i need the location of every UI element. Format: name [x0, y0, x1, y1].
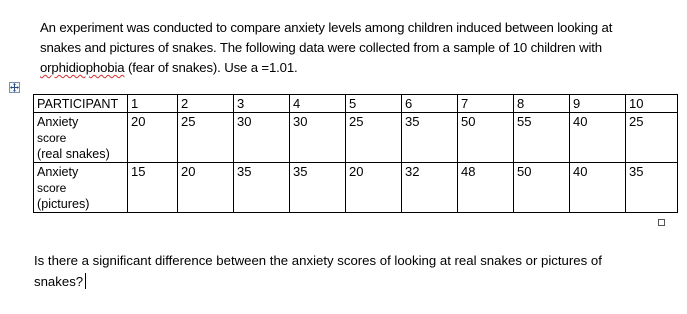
data-table[interactable] [33, 94, 678, 213]
header-row [34, 95, 678, 113]
row-label-line: score [37, 131, 67, 145]
value-cell[interactable]: 35 [290, 163, 346, 213]
participant-cell[interactable]: 7 [458, 95, 514, 113]
value-cell[interactable]: 30 [234, 113, 290, 163]
value-cell[interactable]: 20 [178, 163, 234, 213]
problem-paragraph [40, 18, 680, 78]
participant-cell[interactable]: 6 [402, 95, 458, 113]
row-label-line: Anxiety [37, 165, 79, 179]
participant-cell[interactable]: 9 [570, 95, 626, 113]
move-cross-icon [10, 83, 19, 92]
value-cell[interactable]: 20 [128, 113, 178, 163]
value-cell[interactable]: 25 [178, 113, 234, 163]
header-label-cell[interactable]: PARTICIPANT [34, 95, 128, 113]
value-cell[interactable]: 48 [458, 163, 514, 213]
participant-cell[interactable]: 4 [290, 95, 346, 113]
real-snakes-label-cell[interactable] [34, 113, 128, 163]
value-cell[interactable]: 50 [514, 163, 570, 213]
participant-cell[interactable]: 8 [514, 95, 570, 113]
row-label-line: Anxiety [37, 115, 79, 129]
value-cell[interactable]: 25 [346, 113, 402, 163]
real-snakes-row [34, 113, 678, 163]
intro-line-3 [40, 58, 680, 78]
pictures-row [34, 163, 678, 213]
intro-line-2: snakes and pictures of snakes. The following data were collected from a sample of 10 children with [40, 40, 602, 55]
text-caret-icon [85, 273, 86, 289]
participant-cell[interactable]: 3 [234, 95, 290, 113]
value-cell[interactable]: 50 [458, 113, 514, 163]
participant-cell[interactable]: 10 [626, 95, 678, 113]
value-cell[interactable]: 15 [128, 163, 178, 213]
value-cell[interactable]: 20 [346, 163, 402, 213]
question-paragraph [34, 250, 679, 292]
table-move-handle-icon[interactable] [9, 82, 20, 93]
table-resize-handle-icon[interactable] [658, 219, 665, 226]
value-cell[interactable]: 25 [626, 113, 678, 163]
value-cell[interactable]: 32 [402, 163, 458, 213]
row-label-line: (real snakes) [37, 147, 110, 161]
question-line-1: Is there a significant difference between the anxiety scores of looking at real snakes or pictures of [34, 253, 602, 268]
row-label-line: score [37, 181, 67, 195]
participant-cell[interactable]: 2 [178, 95, 234, 113]
value-cell[interactable]: 35 [402, 113, 458, 163]
value-cell[interactable]: 40 [570, 113, 626, 163]
pictures-label-cell[interactable] [34, 163, 128, 213]
value-cell[interactable]: 35 [626, 163, 678, 213]
intro-line-3-rest: (fear of snakes). Use a =1.01. [124, 60, 298, 75]
participant-cell[interactable]: 1 [128, 95, 178, 113]
intro-line-1: An experiment was conducted to compare anxiety levels among children induced between looking at [40, 20, 613, 35]
participant-cell[interactable]: 5 [346, 95, 402, 113]
misspelled-word[interactable]: orphidiophobia [40, 60, 125, 75]
value-cell[interactable]: 55 [514, 113, 570, 163]
value-cell[interactable]: 40 [570, 163, 626, 213]
row-label-line: (pictures) [37, 197, 90, 211]
value-cell[interactable]: 30 [290, 113, 346, 163]
question-line-2 [34, 271, 679, 292]
question-line-2-text: snakes? [34, 274, 84, 289]
value-cell[interactable]: 35 [234, 163, 290, 213]
